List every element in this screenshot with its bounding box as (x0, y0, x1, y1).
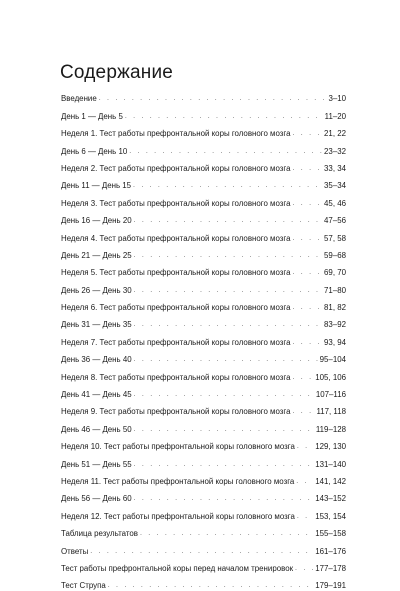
toc-entry-label: Неделя 1. Тест работы префронтальной коры головного мозга (61, 129, 291, 139)
toc-entry-pages: 155–158 (315, 529, 346, 539)
toc-entry (61, 487, 346, 504)
toc-entry (61, 557, 346, 574)
toc-entry-label: День 26 — День 30 (61, 285, 132, 295)
toc-entry-label: День 1 — День 5 (61, 111, 123, 121)
toc-dot-leader (292, 129, 322, 139)
toc-entry-pages: 59–68 (324, 250, 346, 260)
toc-entry (61, 278, 346, 295)
toc-entry-label: Неделя 5. Тест работы префронтальной коры головного мозга (61, 268, 291, 278)
toc-entry-label: День 6 — День 10 (61, 146, 128, 156)
toc-entry-label: Неделя 6. Тест работы префронтальной коры головного мозга (61, 303, 291, 313)
toc-entry-label: Таблица результатов (61, 529, 138, 539)
toc-entry (61, 174, 346, 191)
toc-entry-pages: 141, 142 (315, 476, 346, 486)
toc-dot-leader (292, 338, 322, 348)
toc-entry-pages: 57, 58 (324, 233, 346, 243)
toc-entry (61, 157, 346, 174)
toc-dot-leader (292, 234, 322, 244)
toc-entry-pages: 143–152 (315, 494, 346, 504)
toc-entry-pages: 23–32 (324, 146, 346, 156)
toc-entry (61, 348, 346, 365)
toc-entry-pages: 3–10 (328, 94, 346, 104)
toc-entry-pages: 11–20 (324, 111, 346, 121)
toc-entry (61, 261, 346, 278)
toc-dot-leader (134, 390, 314, 400)
toc-dot-leader (134, 286, 322, 296)
toc-dot-leader (134, 355, 318, 365)
toc-entry-pages: 35–34 (324, 181, 346, 191)
toc-entry-pages: 21, 22 (324, 129, 346, 139)
toc-entry-label: Неделя 11. Тест работы префронтальной коры головного мозга (61, 476, 295, 486)
toc-entry (61, 470, 346, 487)
toc-entry (61, 539, 346, 556)
toc-dot-leader (134, 460, 314, 470)
toc-dot-leader (125, 112, 323, 122)
toc-entry-pages: 177–178 (315, 563, 346, 573)
toc-entry-pages: 83–92 (324, 320, 346, 330)
toc-dot-leader (297, 512, 313, 522)
toc-entry-label: День 11 — День 15 (61, 181, 132, 191)
toc-entry-pages: 105, 106 (315, 372, 346, 382)
toc-list (61, 87, 346, 591)
toc-dot-leader (90, 547, 313, 557)
toc-dot-leader (108, 581, 314, 591)
toc-entry-label: Введение (61, 94, 97, 104)
toc-entry-label: Неделя 8. Тест работы префронтальной коры головного мозга (61, 372, 291, 382)
toc-entry-pages: 81, 82 (324, 303, 346, 313)
toc-entry-label: Неделя 10. Тест работы префронтальной коры головного мозга (61, 442, 295, 452)
toc-dot-leader (134, 425, 314, 435)
toc-dot-leader (292, 268, 322, 278)
toc-entry (61, 209, 346, 226)
toc-entry (61, 122, 346, 139)
toc-entry (61, 452, 346, 469)
toc-dot-leader (292, 303, 322, 313)
toc-dot-leader (134, 494, 314, 504)
page-title: Содержание (60, 62, 174, 83)
toc-entry-label: День 21 — День 25 (61, 250, 132, 260)
toc-entry-pages: 45, 46 (324, 198, 346, 208)
toc-dot-leader (134, 320, 322, 330)
toc-entry-pages: 161–176 (315, 546, 346, 556)
toc-entry-label: Ответы (61, 546, 89, 556)
toc-entry-label: Неделя 7. Тест работы префронтальной коры головного мозга (61, 337, 291, 347)
toc-entry-pages: 107–116 (315, 390, 346, 400)
toc-dot-leader (297, 442, 313, 452)
toc-entry (61, 313, 346, 330)
toc-entry (61, 417, 346, 434)
toc-entry (61, 365, 346, 382)
toc-dot-leader (99, 94, 327, 104)
toc-entry-pages: 131–140 (315, 459, 346, 469)
toc-entry-pages: 93, 94 (324, 337, 346, 347)
toc-entry-pages: 179–191 (315, 581, 346, 591)
toc-entry (61, 383, 346, 400)
toc-dot-leader (133, 181, 322, 191)
toc-entry-pages: 33, 34 (324, 163, 346, 173)
toc-entry-pages: 119–128 (315, 424, 346, 434)
toc-entry-pages: 71–80 (324, 285, 346, 295)
toc-entry (61, 104, 346, 121)
toc-dot-leader (134, 251, 322, 261)
toc-entry (61, 296, 346, 313)
toc-entry (61, 522, 346, 539)
toc-entry (61, 139, 346, 156)
toc-entry (61, 226, 346, 243)
toc-entry-label: День 41 — День 45 (61, 390, 132, 400)
toc-entry-pages: 129, 130 (315, 442, 346, 452)
toc-entry (61, 574, 346, 591)
toc-entry-label: День 51 — День 55 (61, 459, 132, 469)
toc-entry-pages: 47–56 (324, 216, 346, 226)
toc-entry (61, 435, 346, 452)
toc-entry-pages: 153, 154 (315, 511, 346, 521)
toc-entry-label: Неделя 4. Тест работы префронтальной коры головного мозга (61, 233, 291, 243)
toc-entry-label: Неделя 9. Тест работы префронтальной коры головного мозга (61, 407, 291, 417)
toc-dot-leader (129, 147, 322, 157)
toc-entry-pages: 117, 118 (316, 407, 346, 417)
toc-entry-label: Тест Струпа (61, 581, 106, 591)
toc-entry (61, 87, 346, 104)
toc-entry-label: Неделя 12. Тест работы префронтальной коры головного мозга (61, 511, 295, 521)
toc-entry (61, 400, 346, 417)
toc-entry-pages: 69, 70 (324, 268, 346, 278)
toc-entry-label: Тест работы префронтальной коры перед началом тренировок (61, 563, 294, 573)
toc-entry-label: Неделя 3. Тест работы префронтальной коры головного мозга (61, 198, 291, 208)
toc-dot-leader (292, 199, 322, 209)
toc-dot-leader (292, 373, 313, 383)
toc-dot-leader (295, 564, 313, 574)
toc-entry (61, 330, 346, 347)
toc-entry (61, 504, 346, 521)
toc-dot-leader (140, 529, 313, 539)
toc-entry-pages: 95–104 (319, 355, 346, 365)
toc-dot-leader (292, 164, 322, 174)
toc-entry-label: День 46 — День 50 (61, 424, 132, 434)
toc-dot-leader (296, 477, 313, 487)
toc-entry (61, 191, 346, 208)
toc-entry (61, 244, 346, 261)
toc-entry-label: День 36 — День 40 (61, 355, 132, 365)
toc-entry-label: День 16 — День 20 (61, 216, 132, 226)
toc-entry-label: День 56 — День 60 (61, 494, 132, 504)
toc-dot-leader (292, 407, 314, 417)
toc-entry-label: День 31 — День 35 (61, 320, 132, 330)
toc-entry-label: Неделя 2. Тест работы префронтальной коры головного мозга (61, 163, 291, 173)
toc-dot-leader (134, 216, 322, 226)
